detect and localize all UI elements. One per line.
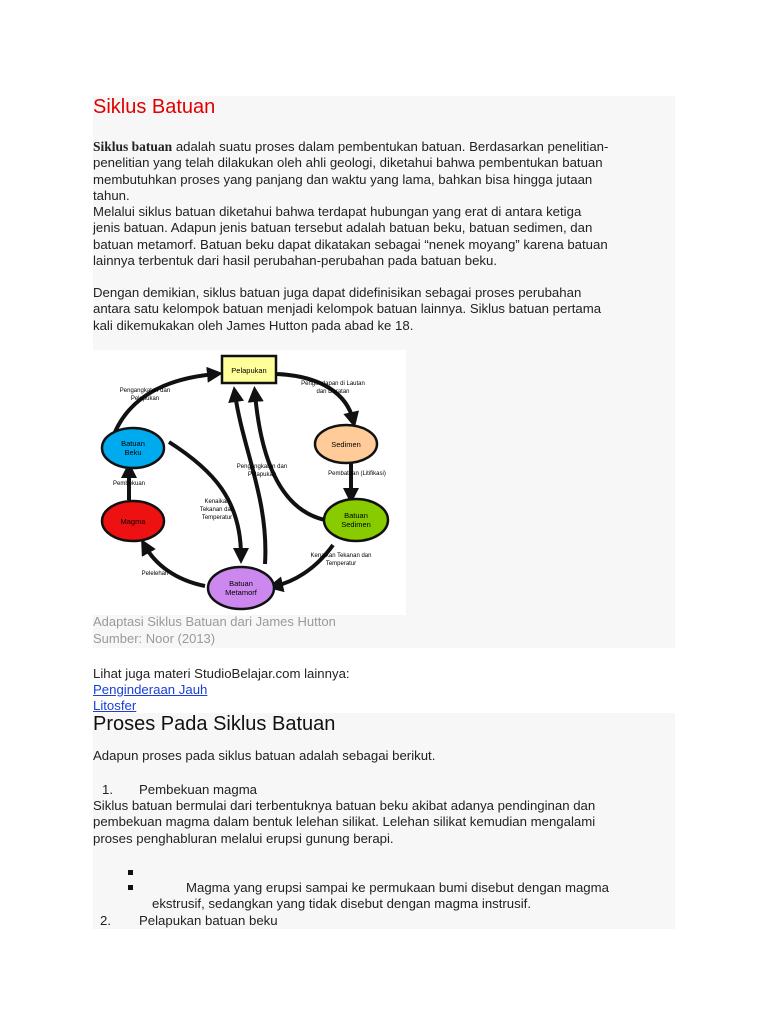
definition-paragraph: Dengan demikian, siklus batuan juga dapat didefinisikan sebagai proses perubahan antara satu kelompok batuan menjadi kelompok batuan lainnya. Siklus batuan pertama kali dikemukakan oleh James Hutton pada abad ke 18. <box>93 285 602 333</box>
svg-text:Sedimen: Sedimen <box>331 440 361 449</box>
pembekuan-paragraph: Siklus batuan bermulai dari terbentuknya batuan beku akibat adanya pendinginan dan pembekuan magma dalam bentuk lelehan silikat. Lelehan silikat kemudian mengalami proses penghabluran melalui erupsi gunung berapi. <box>93 798 596 846</box>
list-item-pembekuan-magma: Pembekuan magma <box>139 782 258 797</box>
bullet-magma <box>128 885 133 890</box>
svg-text:Temperatur: Temperatur <box>201 515 233 521</box>
svg-text:Pengangkatan dan: Pengangkatan dan <box>236 464 288 470</box>
bullet-empty <box>128 870 133 875</box>
svg-text:Pembatuan (Litifikasi): Pembatuan (Litifikasi) <box>328 471 386 477</box>
svg-text:Pelapukan: Pelapukan <box>130 396 160 402</box>
svg-text:Pelapukan: Pelapukan <box>231 366 267 375</box>
svg-text:Kenaikan Tekanan dan: Kenaikan Tekanan dan <box>310 553 372 559</box>
list-number-1: 1. <box>102 782 113 797</box>
svg-text:dan Daratan: dan Daratan <box>316 389 350 395</box>
svg-text:Pembekuan: Pembekuan <box>112 481 146 487</box>
link-litosfer[interactable]: Litosfer <box>93 698 137 713</box>
svg-text:Batuan: Batuan <box>121 439 145 448</box>
svg-text:Sedimen: Sedimen <box>341 520 371 529</box>
svg-text:Pelelehan: Pelelehan <box>141 571 169 577</box>
svg-text:Batuan: Batuan <box>229 579 253 588</box>
svg-text:Pengendapan di Lautan: Pengendapan di Lautan <box>301 381 365 387</box>
svg-text:Metamorf: Metamorf <box>225 588 257 597</box>
svg-text:Tekanan dan: Tekanan dan <box>199 507 235 513</box>
svg-text:Pengangkatan dan: Pengangkatan dan <box>119 388 171 394</box>
svg-text:Magma: Magma <box>120 517 146 526</box>
link-penginderaan-jauh[interactable]: Penginderaan Jauh <box>93 682 208 697</box>
section2-intro: Adapun proses pada siklus batuan adalah sebagai berikut. <box>93 748 436 763</box>
list-item-pelapukan-batuan-beku: Pelapukan batuan beku <box>139 913 278 928</box>
diagram-caption: Adaptasi Siklus Batuan dari James Hutton Sumber: Noor (2013) <box>93 614 336 646</box>
see-also-text: Lihat juga materi StudioBelajar.com lainnya: <box>93 666 350 681</box>
svg-text:Temperatur: Temperatur <box>325 561 357 567</box>
bullet-text-line1: Magma yang erupsi sampai ke permukaan bumi disebut dengan magma <box>186 880 609 895</box>
section-title-siklus-batuan: Siklus Batuan <box>93 96 216 118</box>
section-title-proses: Proses Pada Siklus Batuan <box>93 713 336 735</box>
intro-paragraph: Siklus batuan adalah suatu proses dalam pembentukan batuan. Berdasarkan penelitian- penelitian yang telah dilakukan oleh ahli geologi, diketahui bahwa pembentukan batuan membutuhkan proses yang panjang dan waktu yang lama, bahkan bisa hingga jutaan tahun. Melalui siklus batuan diketahui bahwa terdapat hubungan yang erat di antara ketiga jenis batuan. Adapun jenis batuan tersebut adalah batuan beku, batuan sedimen, dan batuan metamorf. Batuan beku dapat dikatakan sebagai “nenek moyang” karena batuan lainnya terbentuk dari hasil perubahan-perubahan pada batuan beku. <box>93 139 609 269</box>
rock-cycle-diagram <box>93 350 406 615</box>
svg-text:Beku: Beku <box>124 448 142 457</box>
intro-bold-term: Siklus batuan <box>93 139 173 154</box>
bullet-text-line2: ekstrusif, sedangkan yang tidak disebut dengan magma instrusif. <box>152 896 531 911</box>
svg-text:Batuan: Batuan <box>344 511 368 520</box>
svg-text:Kenaikan: Kenaikan <box>204 499 230 505</box>
svg-text:Pelapukan: Pelapukan <box>247 472 277 478</box>
list-number-2: 2. <box>100 913 111 928</box>
